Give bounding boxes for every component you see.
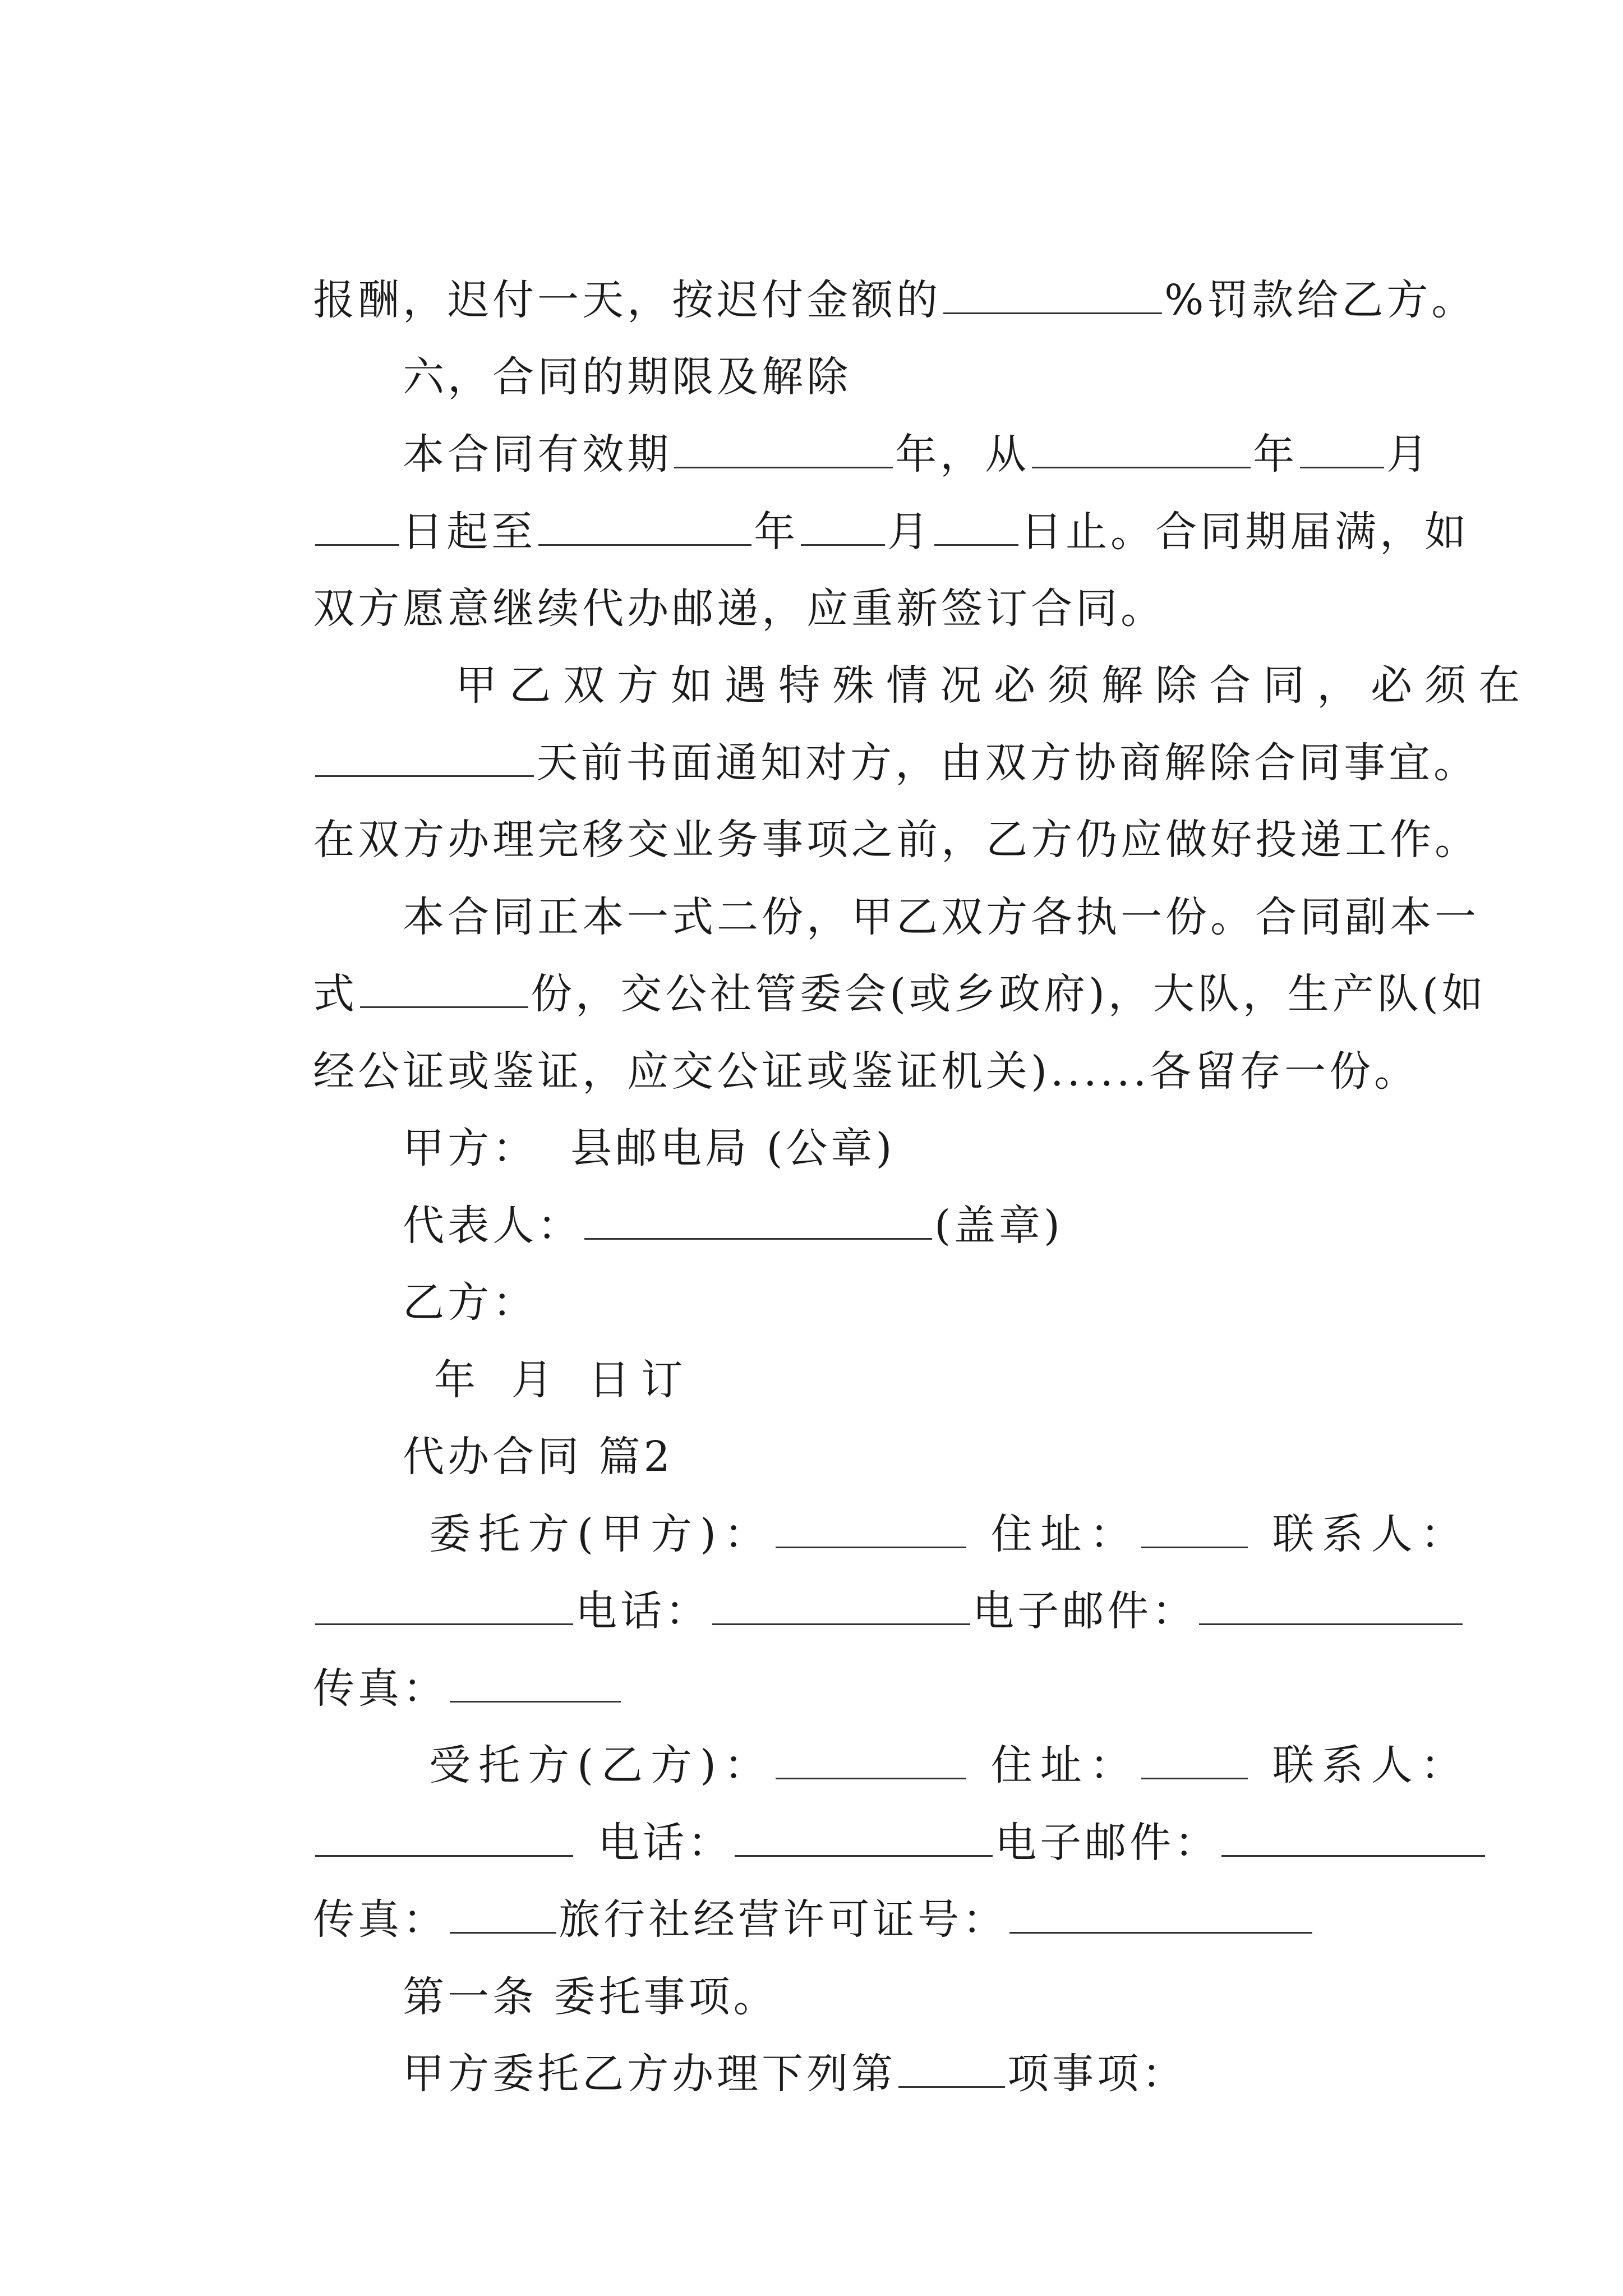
line-text: 电子邮件： — [972, 1587, 1197, 1635]
line-text: 年，从 — [895, 430, 1030, 478]
line-text: 委托方(甲方)： — [429, 1510, 773, 1558]
line-text: 六，合同的期限及解除 — [403, 353, 852, 401]
line-text: 代办合同 篇2 — [403, 1433, 674, 1481]
line-text: 双方愿意继续代办邮递，应重新签订合同。 — [313, 585, 1166, 633]
fill-blank — [943, 273, 1162, 314]
line-text: 年 — [754, 508, 799, 556]
line-text: 月 — [1386, 430, 1432, 478]
line-text: 年 月 日订 — [434, 1356, 694, 1404]
fill-blank — [1199, 1584, 1463, 1625]
fill-blank — [898, 2047, 1005, 2088]
line-text: 甲乙双方如遇特殊情况必须解除合同，必须在 — [455, 661, 1533, 710]
fill-blank — [712, 1584, 970, 1625]
line-text: 联系人： — [1272, 1510, 1470, 1558]
line-text: 代表人： — [403, 1202, 583, 1250]
line-text: %罚款给乙方。 — [1164, 276, 1477, 324]
text-line — [336, 1990, 1187, 2158]
line-text: 天前书面通知对方，由双方协商解除合同事宜。 — [536, 739, 1479, 787]
line-text: 份，交公社管委会(或乡政府)，大队，生产队(如 — [531, 970, 1487, 1018]
line-text: 经公证或鉴证，应交公证或鉴证机关)......各留存一份。 — [313, 1047, 1419, 1096]
line-text: 本合同有效期 — [403, 430, 672, 478]
line-text: 住址： — [990, 1510, 1139, 1558]
line-text: 联系人： — [1272, 1741, 1470, 1789]
line-text: 本合同正本一式二份，甲乙双方各执一份。合同副本一 — [403, 893, 1480, 941]
line-text: 旅行社经营许可证号： — [559, 1895, 1008, 1944]
line-text: 报酬，迟付一天，按迟付金额的 — [313, 276, 942, 324]
line-text: 甲方委托乙方办理下列第 — [403, 2050, 897, 2098]
line-text: 电话： — [598, 1819, 733, 1867]
line-text: 传真： — [313, 1895, 448, 1944]
line-text: 电话： — [575, 1587, 711, 1635]
fill-blank — [1009, 1893, 1312, 1934]
line-text: 月 — [887, 508, 933, 556]
fill-blank — [584, 1199, 932, 1240]
line-text: 住址： — [990, 1741, 1139, 1789]
line-text: 项事项： — [1007, 2050, 1187, 2098]
line-text: 传真： — [313, 1664, 448, 1713]
line-text: 电子邮件： — [995, 1819, 1220, 1867]
line-text: (盖章) — [934, 1202, 1063, 1250]
line-text: 第一条 委托事项。 — [403, 1973, 778, 2021]
line-text: 甲方： 县邮电局 (公章) — [403, 1124, 896, 1172]
line-text: 在双方办理完移交业务事项之前，乙方仍应做好投递工作。 — [313, 816, 1480, 864]
line-text: 受托方(乙方)： — [429, 1741, 773, 1789]
line-text: 日止。合同期届满，如 — [1021, 508, 1470, 556]
line-text: 年 — [1253, 430, 1298, 478]
line-text: 式 — [313, 970, 358, 1018]
line-text: 乙方： — [403, 1278, 538, 1327]
line-text: 日起至 — [402, 508, 537, 556]
